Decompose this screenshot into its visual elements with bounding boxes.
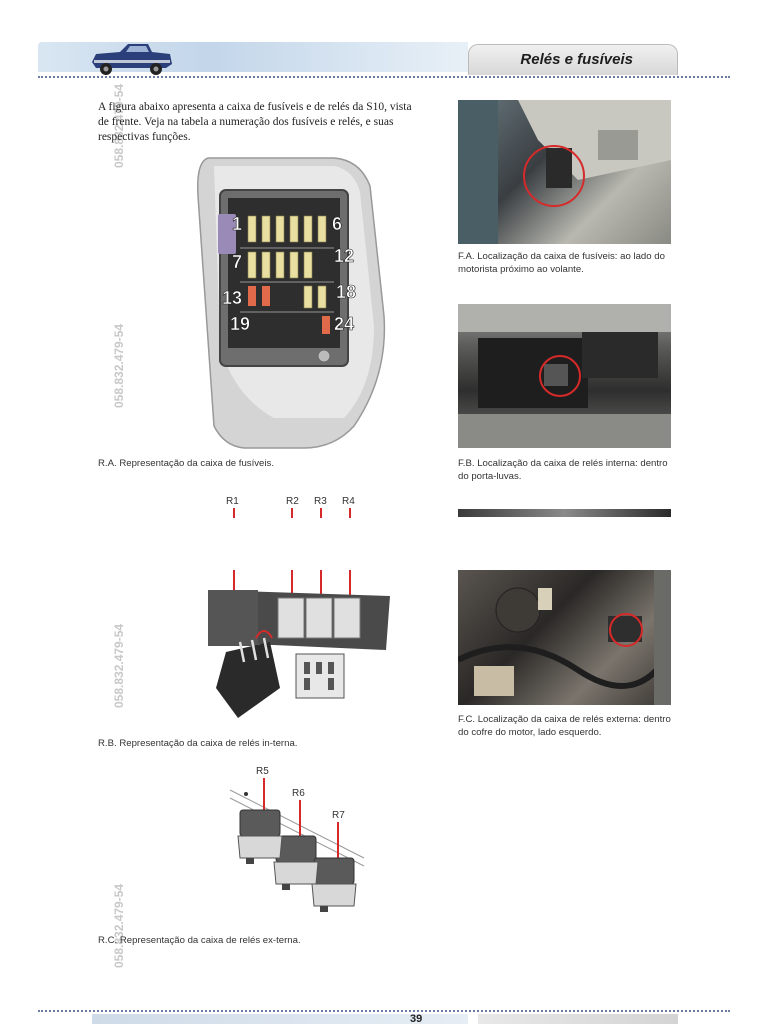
relay-label-r4: R4 (342, 496, 355, 507)
external-relay-box-illustration (224, 762, 370, 922)
footer-divider (38, 1010, 730, 1012)
fuse-number-18: 18 (336, 282, 357, 302)
photo-fc-detail (458, 570, 671, 705)
section-title-tab (468, 44, 678, 75)
fb-caption: F.B. Localização da caixa de relés interna: dentro do porta-luvas. (458, 458, 668, 482)
photo-fa-detail (458, 100, 671, 244)
fuse-number-19: 19 (230, 314, 251, 334)
fuse-number-1: 1 (232, 214, 243, 234)
intro-paragraph: A figura abaixo apresenta a caixa de fusíveis e de relés da S10, vista de frente. Veja na tabela a numeração dos fusíveis e relés, e suas respectivas funções. (98, 101, 412, 143)
fuse-number-13: 13 (222, 288, 243, 308)
watermark-4: 058.832.479-54 (112, 883, 126, 968)
fuse-number-7: 7 (232, 252, 243, 272)
page-number: 39 (410, 1013, 423, 1025)
photo-strip (458, 509, 671, 517)
fa-caption: F.A. Localização da caixa de fusíveis: ao lado do motorista próximo ao volante. (458, 251, 665, 275)
relay-label-r1: R1 (226, 496, 239, 507)
fuse-box-illustration (184, 156, 390, 452)
photo-external-relay-location (458, 570, 671, 705)
relay-label-r6: R6 (292, 788, 305, 799)
photo-internal-relay-location (458, 304, 671, 448)
fc-caption: F.C. Localização da caixa de relés externa: dentro do cofre do motor, lado esquerdo. (458, 714, 671, 738)
watermark-2: 058.832.479-54 (112, 323, 126, 408)
relay-label-r3: R3 (314, 496, 327, 507)
photo-fuse-box-location (458, 100, 671, 244)
watermark-3: 058.832.479-54 (112, 623, 126, 708)
fuse-number-6: 6 (332, 214, 343, 234)
ra-caption: R.A. Representação da caixa de fusíveis. (98, 458, 274, 469)
photo-fb-detail (458, 304, 671, 448)
relay-label-r5: R5 (256, 766, 269, 777)
section-title: Relés e fusíveis (520, 51, 633, 68)
relay-label-r2: R2 (286, 496, 299, 507)
fuse-number-12: 12 (334, 246, 355, 266)
watermark-1: 058.832.479-54 (112, 83, 126, 168)
rb-caption: R.B. Representação da caixa de relés in-terna. (98, 738, 298, 749)
relay-label-r7: R7 (332, 810, 345, 821)
fuse-number-24: 24 (334, 314, 355, 334)
pickup-truck-logo (86, 38, 176, 78)
internal-relay-box-illustration (200, 492, 400, 726)
footer-band-right (478, 1014, 678, 1024)
rc-caption: R.C. Representação da caixa de relés ex-terna. (98, 935, 301, 946)
